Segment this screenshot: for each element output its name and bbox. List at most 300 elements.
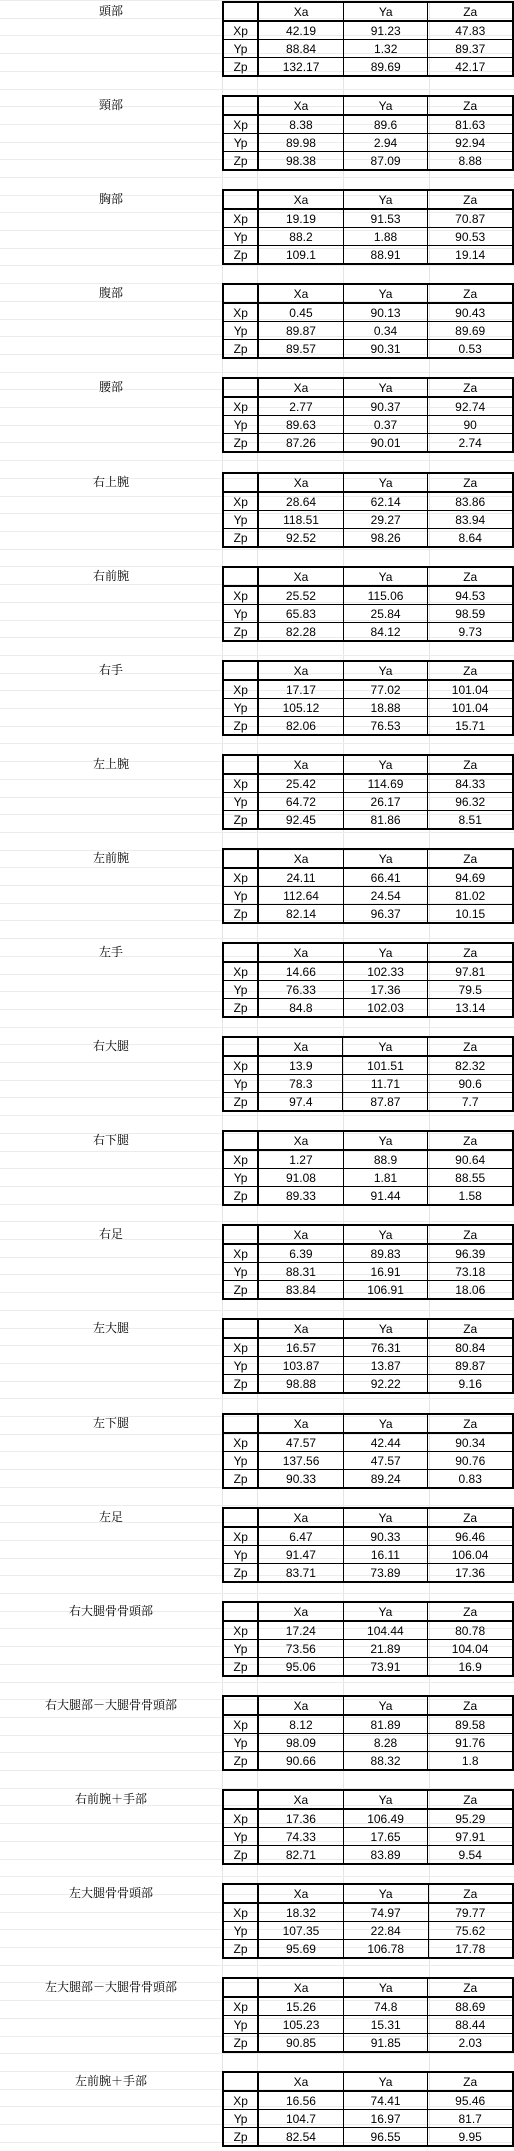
column-header: Za [428,96,513,115]
value-cell: 74.8 [343,1997,428,2016]
corner-cell [223,378,258,397]
angle-section [0,754,514,834]
value-cell: 78.3 [258,1075,343,1093]
table-row [223,1734,513,1752]
value-cell: 91.85 [343,2034,428,2053]
value-cell: 106.91 [343,1281,428,1300]
table-row [223,887,513,905]
table-row [223,511,513,529]
value-cell: 90.6 [428,1075,513,1093]
angle-matrix-table [222,942,514,1018]
value-cell: 88.31 [258,1263,343,1281]
row-header: Zp [223,1940,258,1959]
value-cell: 106.04 [428,1546,513,1564]
value-cell: 89.98 [258,134,343,152]
table-row [223,1375,513,1394]
column-header: Xa [258,943,343,962]
column-header: Za [428,1037,513,1056]
row-header: Xp [223,1244,258,1263]
section-title: 右前腕＋手部 [74,1792,147,1806]
corner-cell [223,190,258,209]
value-cell: 1.8 [428,1752,513,1771]
value-cell: 98.59 [428,605,513,623]
value-cell: 88.91 [343,246,428,265]
angle-matrix-table [222,1977,514,2053]
value-cell: 82.06 [258,717,343,736]
table-row [223,1752,513,1771]
row-header: Yp [223,605,258,623]
row-header: Yp [223,1922,258,1940]
corner-cell [223,1978,258,1997]
value-cell: 29.27 [343,511,428,529]
table-row [223,1940,513,1959]
value-cell: 1.88 [343,228,428,246]
value-cell: 16.11 [343,1546,428,1564]
table-row [223,492,513,511]
value-cell: 88.32 [343,1752,428,1771]
table-row [223,1244,513,1263]
section-title: 右大腿部－大腿骨骨頭部 [44,1698,177,1712]
value-cell: 8.64 [428,529,513,548]
angle-matrix-table [222,754,514,830]
value-cell: 9.95 [428,2128,513,2147]
value-cell: 24.54 [343,887,428,905]
value-cell: 80.78 [428,1621,513,1640]
value-cell: 16.97 [343,2110,428,2128]
value-cell: 8.51 [428,811,513,830]
row-header: Zp [223,2034,258,2053]
value-cell: 17.65 [343,1828,428,1846]
value-cell: 98.38 [258,152,343,171]
row-header: Yp [223,322,258,340]
column-header: Xa [258,755,343,774]
table-row [223,981,513,999]
angle-section [0,189,514,269]
row-header: Yp [223,1734,258,1752]
table-row [223,1715,513,1734]
row-header: Zp [223,905,258,924]
value-cell: 104.44 [343,1621,428,1640]
column-header: Xa [258,473,343,492]
value-cell: 88.69 [428,1997,513,2016]
value-cell: 9.73 [428,623,513,642]
section-title: 右下腿 [92,1133,129,1147]
value-cell: 101.51 [343,1056,428,1075]
value-cell: 2.77 [258,397,343,416]
angle-section [0,566,514,646]
header-row [223,943,513,962]
angle-matrix-table [222,2071,514,2147]
value-cell: 24.11 [258,868,343,887]
value-cell: 97.91 [428,1828,513,1846]
header-row [223,96,513,115]
column-header: Ya [343,1696,428,1715]
row-header: Zp [223,246,258,265]
row-header: Xp [223,680,258,699]
value-cell: 25.42 [258,774,343,793]
value-cell: 96.46 [428,1527,513,1546]
value-cell: 89.24 [343,1470,428,1489]
column-header: Za [428,755,513,774]
angle-section [0,1318,514,1398]
table-row [223,340,513,359]
corner-cell [223,755,258,774]
value-cell: 98.26 [343,529,428,548]
value-cell: 97.4 [258,1093,343,1112]
section-title: 左足 [98,1510,123,1524]
row-header: Zp [223,1564,258,1583]
column-header: Za [428,1790,513,1809]
angle-matrix-table [222,1130,514,1206]
value-cell: 89.33 [258,1187,343,1206]
table-row [223,2016,513,2034]
column-header: Ya [343,755,428,774]
value-cell: 64.72 [258,793,343,811]
table-row [223,1564,513,1583]
value-cell: 8.88 [428,152,513,171]
angle-matrix-table [222,1507,514,1583]
value-cell: 109.1 [258,246,343,265]
corner-cell [223,661,258,680]
value-cell: 101.04 [428,680,513,699]
value-cell: 96.39 [428,1244,513,1263]
value-cell: 42.17 [428,58,513,77]
row-header: Zp [223,999,258,1018]
table-row [223,1075,513,1093]
value-cell: 118.51 [258,511,343,529]
corner-cell [223,1696,258,1715]
row-header: Zp [223,2128,258,2147]
table-row [223,623,513,642]
column-header: Za [428,2,513,21]
table-row [223,1433,513,1452]
value-cell: 90.64 [428,1150,513,1169]
value-cell: 104.7 [258,2110,343,2128]
table-row [223,1621,513,1640]
table-row [223,115,513,134]
row-header: Yp [223,416,258,434]
column-header: Ya [343,96,428,115]
angle-section [0,1695,514,1775]
table-row [223,1922,513,1940]
section-title: 左下腿 [92,1416,129,1430]
section-title: 右大腿骨骨頭部 [68,1604,153,1618]
angle-matrix-table [222,1413,514,1489]
value-cell: 81.63 [428,115,513,134]
value-cell: 74.41 [343,2091,428,2110]
column-header: Ya [343,284,428,303]
value-cell: 15.31 [343,2016,428,2034]
row-header: Zp [223,529,258,548]
value-cell: 1.32 [343,40,428,58]
row-header: Yp [223,793,258,811]
value-cell: 13.14 [428,999,513,1018]
column-header: Ya [343,1414,428,1433]
value-cell: 8.28 [343,1734,428,1752]
corner-cell [223,1884,258,1903]
value-cell: 107.35 [258,1922,343,1940]
column-header: Za [428,473,513,492]
value-cell: 76.33 [258,981,343,999]
table-row [223,1056,513,1075]
value-cell: 84.33 [428,774,513,793]
row-header: Yp [223,1169,258,1187]
value-cell: 22.84 [343,1922,428,1940]
table-row [223,999,513,1018]
column-header: Xa [258,1131,343,1150]
column-header: Xa [258,567,343,586]
grid-row-line [0,938,514,939]
value-cell: 92.94 [428,134,513,152]
table-row [223,1997,513,2016]
column-header: Xa [258,2072,343,2091]
angle-section [0,377,514,457]
angle-section [0,1413,514,1493]
header-row [223,2072,513,2091]
column-header: Xa [258,1037,343,1056]
column-header: Ya [343,1978,428,1997]
section-title: 右上腕 [92,475,129,489]
value-cell: 11.71 [343,1075,428,1093]
row-header: Zp [223,1281,258,1300]
value-cell: 75.62 [428,1922,513,1940]
value-cell: 137.56 [258,1452,343,1470]
value-cell: 97.81 [428,962,513,981]
value-cell: 89.63 [258,416,343,434]
value-cell: 0.37 [343,416,428,434]
column-header: Xa [258,1319,343,1338]
row-header: Zp [223,717,258,736]
value-cell: 90.37 [343,397,428,416]
row-header: Xp [223,397,258,416]
value-cell: 19.19 [258,209,343,228]
row-header: Zp [223,434,258,453]
value-cell: 90.34 [428,1433,513,1452]
table-row [223,680,513,699]
row-header: Xp [223,209,258,228]
column-header: Xa [258,2,343,21]
value-cell: 94.53 [428,586,513,605]
value-cell: 28.64 [258,492,343,511]
header-row [223,1319,513,1338]
value-cell: 42.19 [258,21,343,40]
grid-row-line [0,1505,514,1506]
row-header: Xp [223,303,258,322]
section-title: 右手 [98,663,123,677]
value-cell: 84.8 [258,999,343,1018]
value-cell: 1.27 [258,1150,343,1169]
value-cell: 106.78 [343,1940,428,1959]
column-header: Za [428,284,513,303]
value-cell: 90.53 [428,228,513,246]
value-cell: 90 [428,416,513,434]
table-row [223,303,513,322]
row-header: Xp [223,774,258,793]
value-cell: 2.74 [428,434,513,453]
header-row [223,1884,513,1903]
angle-section [0,1224,514,1304]
column-header: Xa [258,1884,343,1903]
angle-matrix-table [222,95,514,171]
value-cell: 81.02 [428,887,513,905]
value-cell: 26.17 [343,793,428,811]
value-cell: 83.71 [258,1564,343,1583]
row-header: Xp [223,2091,258,2110]
value-cell: 21.89 [343,1640,428,1658]
table-row [223,1452,513,1470]
section-title: 右足 [98,1227,123,1241]
table-row [223,1846,513,1865]
header-row [223,1225,513,1244]
value-cell: 10.15 [428,905,513,924]
section-title: 右大腿 [92,1039,129,1053]
value-cell: 25.84 [343,605,428,623]
table-row [223,134,513,152]
value-cell: 112.64 [258,887,343,905]
value-cell: 6.39 [258,1244,343,1263]
value-cell: 83.84 [258,1281,343,1300]
value-cell: 7.7 [428,1093,513,1112]
row-header: Yp [223,887,258,905]
value-cell: 89.58 [428,1715,513,1734]
column-header: Xa [258,284,343,303]
table-row [223,209,513,228]
column-header: Za [428,1978,513,1997]
table-row [223,397,513,416]
section-title: 左大腿骨骨頭部 [68,1886,153,1900]
value-cell: 15.26 [258,1997,343,2016]
value-cell: 87.87 [343,1093,428,1112]
column-header: Xa [258,1225,343,1244]
row-header: Zp [223,152,258,171]
value-cell: 16.57 [258,1338,343,1357]
value-cell: 84.12 [343,623,428,642]
value-cell: 82.71 [258,1846,343,1865]
row-header: Xp [223,1338,258,1357]
value-cell: 9.54 [428,1846,513,1865]
column-header: Xa [258,1414,343,1433]
corner-cell [223,1131,258,1150]
value-cell: 16.56 [258,2091,343,2110]
value-cell: 79.5 [428,981,513,999]
value-cell: 73.89 [343,1564,428,1583]
column-header: Za [428,378,513,397]
row-header: Zp [223,1846,258,1865]
angle-section [0,1130,514,1210]
value-cell: 15.71 [428,717,513,736]
value-cell: 47.57 [343,1452,428,1470]
row-header: Xp [223,868,258,887]
header-row [223,567,513,586]
column-header: Ya [343,1319,428,1338]
value-cell: 16.91 [343,1263,428,1281]
value-cell: 96.37 [343,905,428,924]
table-row [223,1093,513,1112]
value-cell: 25.52 [258,586,343,605]
table-row [223,2128,513,2147]
value-cell: 90.01 [343,434,428,453]
value-cell: 87.26 [258,434,343,453]
angle-matrix-table [222,1601,514,1677]
value-cell: 79.77 [428,1903,513,1922]
column-header: Xa [258,1978,343,1997]
row-header: Yp [223,1452,258,1470]
angle-section [0,1883,514,1963]
row-header: Zp [223,811,258,830]
value-cell: 91.23 [343,21,428,40]
section-title: 頸部 [98,98,123,112]
header-row [223,1037,513,1056]
grid-row-line [0,1682,514,1683]
corner-cell [223,1790,258,1809]
row-header: Yp [223,1263,258,1281]
column-header: Za [428,849,513,868]
table-row [223,1809,513,1828]
value-cell: 0.53 [428,340,513,359]
row-header: Xp [223,1527,258,1546]
column-header: Ya [343,378,428,397]
value-cell: 90.76 [428,1452,513,1470]
column-header: Ya [343,1131,428,1150]
corner-cell [223,1508,258,1527]
value-cell: 74.97 [343,1903,428,1922]
section-title: 頭部 [98,4,123,18]
header-row [223,1696,513,1715]
row-header: Zp [223,1470,258,1489]
value-cell: 66.41 [343,868,428,887]
value-cell: 17.36 [258,1809,343,1828]
row-header: Xp [223,21,258,40]
value-cell: 98.09 [258,1734,343,1752]
column-header: Za [428,1884,513,1903]
value-cell: 0.83 [428,1470,513,1489]
angle-section [0,1977,514,2057]
angle-section [0,2071,514,2151]
column-header: Xa [258,1602,343,1621]
angle-matrix-table [222,1224,514,1300]
header-row [223,284,513,303]
value-cell: 103.87 [258,1357,343,1375]
value-cell: 132.17 [258,58,343,77]
column-header: Ya [343,190,428,209]
value-cell: 83.89 [343,1846,428,1865]
row-header: Zp [223,1187,258,1206]
table-row [223,228,513,246]
section-title: 左前腕＋手部 [74,2074,147,2088]
value-cell: 18.06 [428,1281,513,1300]
value-cell: 80.84 [428,1338,513,1357]
grid-row-line [0,89,514,90]
row-header: Zp [223,1752,258,1771]
column-header: Za [428,1225,513,1244]
value-cell: 89.6 [343,115,428,134]
value-cell: 90.43 [428,303,513,322]
value-cell: 18.32 [258,1903,343,1922]
table-row [223,793,513,811]
header-row [223,1131,513,1150]
value-cell: 96.32 [428,793,513,811]
header-row [223,190,513,209]
table-row [223,1187,513,1206]
value-cell: 92.52 [258,529,343,548]
value-cell: 9.16 [428,1375,513,1394]
grid-row-line [0,743,514,744]
row-header: Xp [223,115,258,134]
value-cell: 47.57 [258,1433,343,1452]
value-cell: 105.23 [258,2016,343,2034]
table-row [223,2091,513,2110]
value-cell: 42.44 [343,1433,428,1452]
